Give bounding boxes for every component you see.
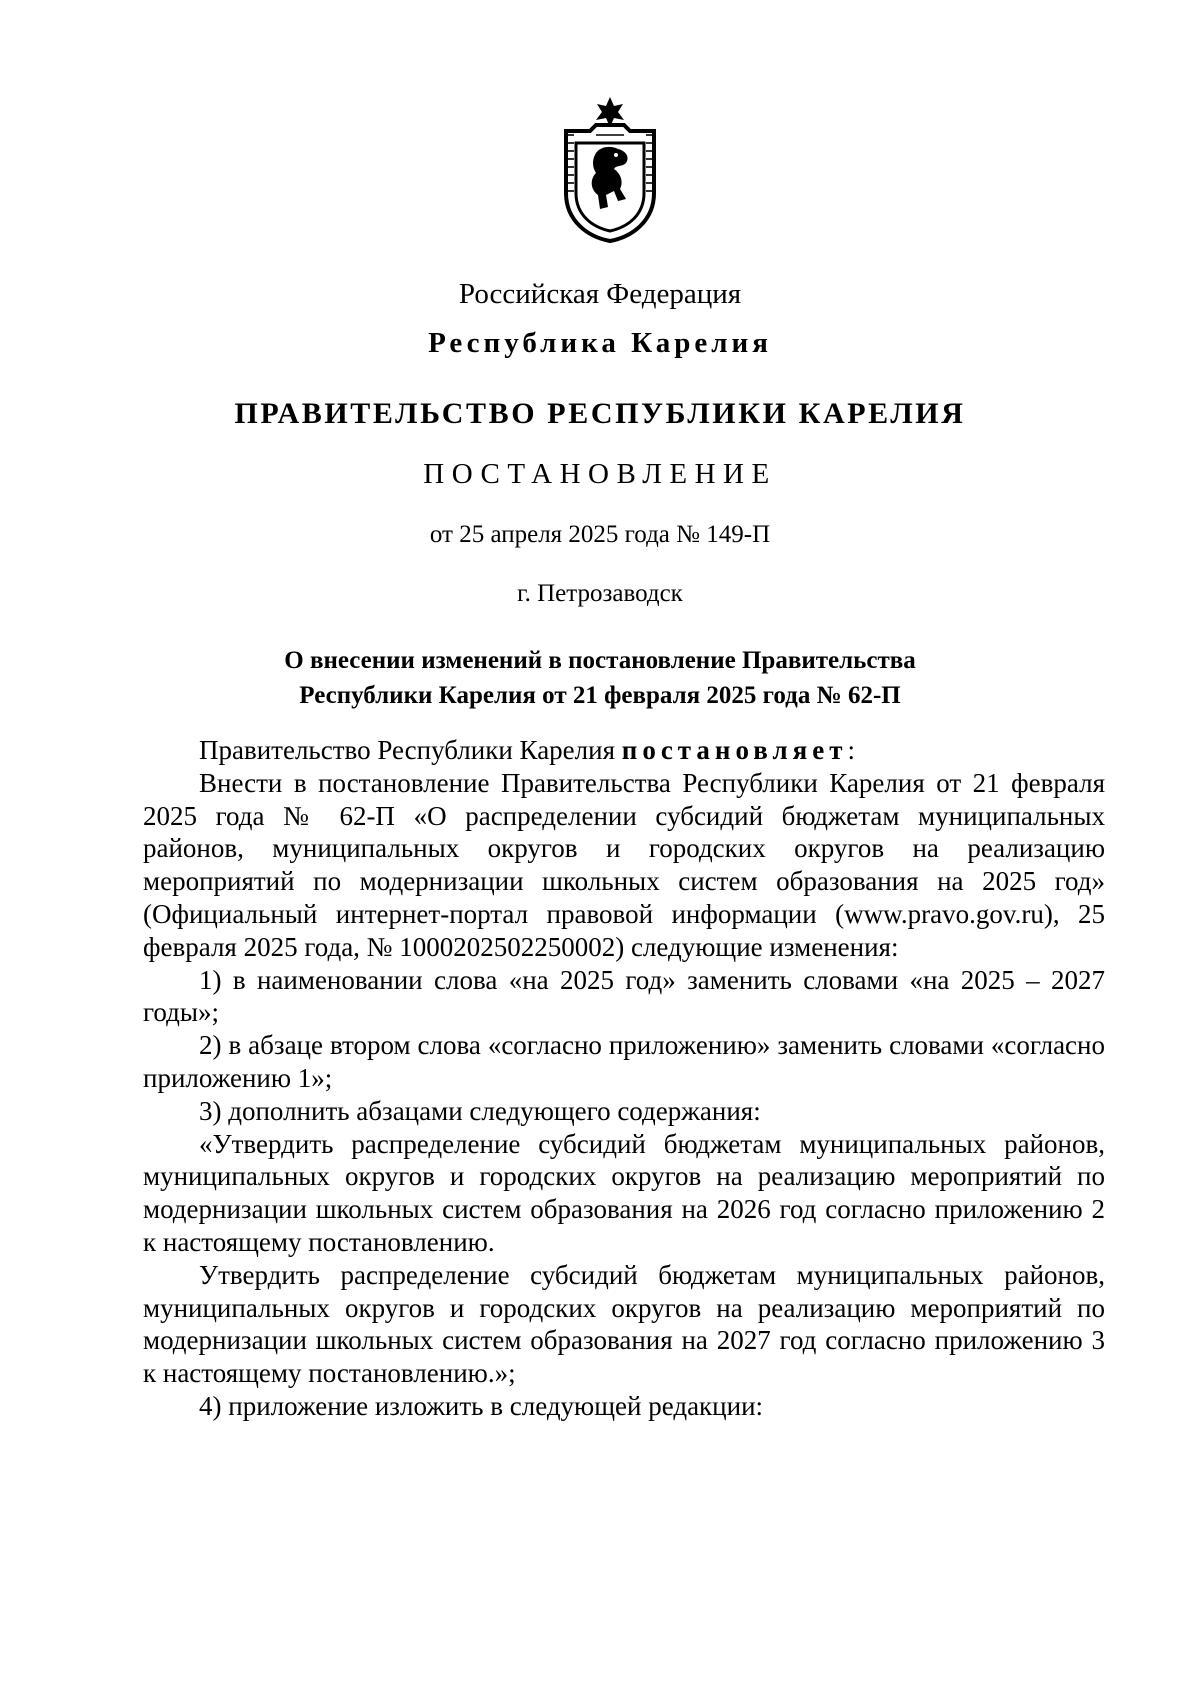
document-body [143, 734, 1105, 1423]
list-item-2: 2) в абзаце втором слова «согласно приложению» заменить словами «согласно приложению 1»; [143, 1030, 1105, 1093]
document-title [0, 643, 1200, 713]
document-city: г. Петрозаводск [517, 580, 683, 607]
intro-paragraph [143, 734, 1105, 767]
country-name: Российская Федерация [458, 278, 742, 310]
document-title-line-2: Республики Карелия от 21 февраля 2025 года № 62-П [299, 682, 901, 709]
republic-name: Республика Карелия [428, 327, 772, 359]
government-name: ПРАВИТЕЛЬСТВО РЕСПУБЛИКИ КАРЕЛИЯ [234, 397, 966, 430]
intro-suffix: : [847, 735, 856, 765]
karelia-coat-of-arms-emblem [560, 95, 660, 243]
document-type: ПОСТАНОВЛЕНИЕ [423, 458, 777, 490]
list-item-4: 4) приложение изложить в следующей редакции: [199, 1390, 764, 1421]
decree-keyword: постановляет [621, 735, 848, 765]
document-title-line-1: О внесении изменений в постановление Правительства [284, 647, 916, 674]
quoted-paragraph-2: Утвердить распределение субсидий бюджетам муниципальных районов, муниципальных округов и городских округов на реализацию мероприятий по модернизации школьных систем образования на 2027 год согласно приложению 3 к настоящему постановлению.»; [143, 1259, 1105, 1389]
intro-prefix: Правительство Республики Карелия [199, 735, 622, 765]
list-item-3: 3) дополнить абзацами следующего содержания: [199, 1095, 761, 1126]
list-item-1: 1) в наименовании слова «на 2025 год» заменить словами «на 2025 – 2027 годы»; [143, 964, 1105, 1028]
paragraph-main: Внести в постановление Правительства Республики Карелия от 21 февраля 2025 года № 62-П «О распределении субсидий бюджетам муниципальных районов, муниципальных округов и городских округов на реализацию мероприятий по модернизации школьных систем образования на 2025 год» (Официальный интернет-портал правовой информации (www.pravo.gov.ru), 25 февраля 2025 года, № 1000202502250002) следующие изменения: [143, 767, 1105, 962]
quoted-paragraph-1: «Утвердить распределение субсидий бюджетам муниципальных районов, муниципальных округов и городских округов на реализацию мероприятий по модернизации школьных систем образования на 2026 год согласно приложению 2 к настоящему постановлению. [143, 1128, 1105, 1257]
document-date-number: от 25 апреля 2025 года № 149-П [429, 521, 771, 548]
